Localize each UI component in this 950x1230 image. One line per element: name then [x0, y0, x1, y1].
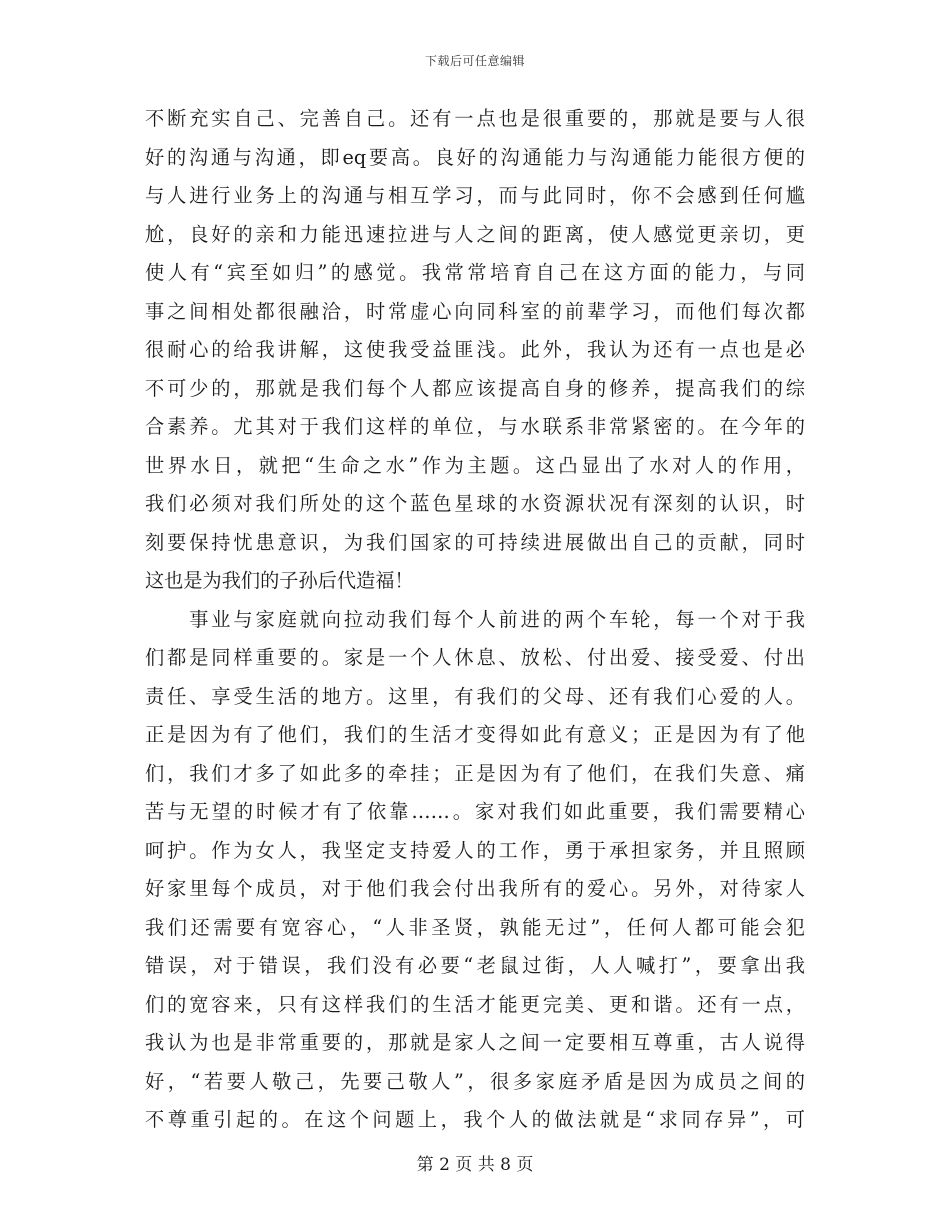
text-line: 不尊重引起的。在这个问题上，我个人的做法就是“求同存异”，可	[145, 1108, 805, 1131]
text-line: 尬，良好的亲和力能迅速拉进与人之间的距离，使人感觉更亲切，更	[145, 222, 805, 246]
text-line: 我们还需要有宽容心，“人非圣贤，孰能无过”，任何人都可能会犯	[145, 915, 805, 939]
document-body	[145, 100, 805, 1140]
text-line: 事业与家庭就向拉动我们每个人前进的两个车轮，每一个对于我	[145, 607, 805, 631]
text-line: 我们必须对我们所处的这个蓝色星球的水资源状况有深刻的认识，时	[145, 492, 805, 515]
page-header: 下载后可任意编辑	[424, 54, 525, 68]
page-number: 第 2 页 共 8 页	[416, 1155, 534, 1175]
text-line: 这也是为我们的子孙后代造福！	[145, 569, 414, 592]
text-line: 们都是同样重要的。家是一个人休息、放松、付出爱、接受爱、付出	[145, 646, 805, 669]
text-line: 好，“若要人敬己，先要己敬人”，很多家庭矛盾是因为成员之间的	[145, 1069, 805, 1093]
text-line: 我认为也是非常重要的，那就是家人之间一定要相互尊重，古人说得	[145, 1031, 805, 1054]
paragraph-1	[145, 100, 805, 601]
text-line: 错误，对于错误，我们没有必要“老鼠过街，人人喊打”，要拿出我	[145, 954, 805, 977]
text-line: 正是因为有了他们，我们的生活才变得如此有意义；正是因为有了他	[145, 723, 805, 746]
text-line: 们，我们才多了如此多的牵挂；正是因为有了他们，在我们失意、痛	[145, 761, 805, 785]
text-line: 使人有“宾至如归”的感觉。我常常培育自己在这方面的能力，与同	[145, 261, 805, 284]
text-line: 不可少的，那就是我们每个人都应该提高自身的修养，提高我们的综	[145, 376, 805, 400]
text-line: 刻要保持忧患意识，为我们国家的可持续进展做出自己的贡献，同时	[145, 530, 805, 554]
text-line: 苦与无望的时候才有了依靠……。家对我们如此重要，我们需要精心	[145, 800, 805, 823]
text-line: 好的沟通与沟通，即eq要高。良好的沟通能力与沟通能力能很方便的	[145, 145, 805, 169]
text-line: 们的宽容来，只有这样我们的生活才能更完美、更和谐。还有一点，	[145, 992, 805, 1016]
paragraph-2	[145, 601, 805, 1140]
text-line: 不断充实自己、完善自己。还有一点也是很重要的，那就是要与人很	[145, 107, 805, 130]
text-line: 合素养。尤其对于我们这样的单位，与水联系非常紧密的。在今年的	[145, 415, 805, 438]
text-line: 呵护。作为女人，我坚定支持爱人的工作，勇于承担家务，并且照顾	[145, 838, 805, 862]
text-line: 很耐心的给我讲解，这使我受益匪浅。此外，我认为还有一点也是必	[145, 338, 805, 361]
text-line: 与人进行业务上的沟通与相互学习，而与此同时，你不会感到任何尴	[145, 184, 805, 207]
text-line: 责任、享受生活的地方。这里，有我们的父母、还有我们心爱的人。	[145, 684, 805, 708]
text-line: 事之间相处都很融洽，时常虚心向同科室的前辈学习，而他们每次都	[145, 299, 805, 323]
text-line: 好家里每个成员，对于他们我会付出我所有的爱心。另外，对待家人	[145, 877, 805, 900]
text-line: 世界水日，就把“生命之水”作为主题。这凸显出了水对人的作用，	[145, 453, 805, 477]
